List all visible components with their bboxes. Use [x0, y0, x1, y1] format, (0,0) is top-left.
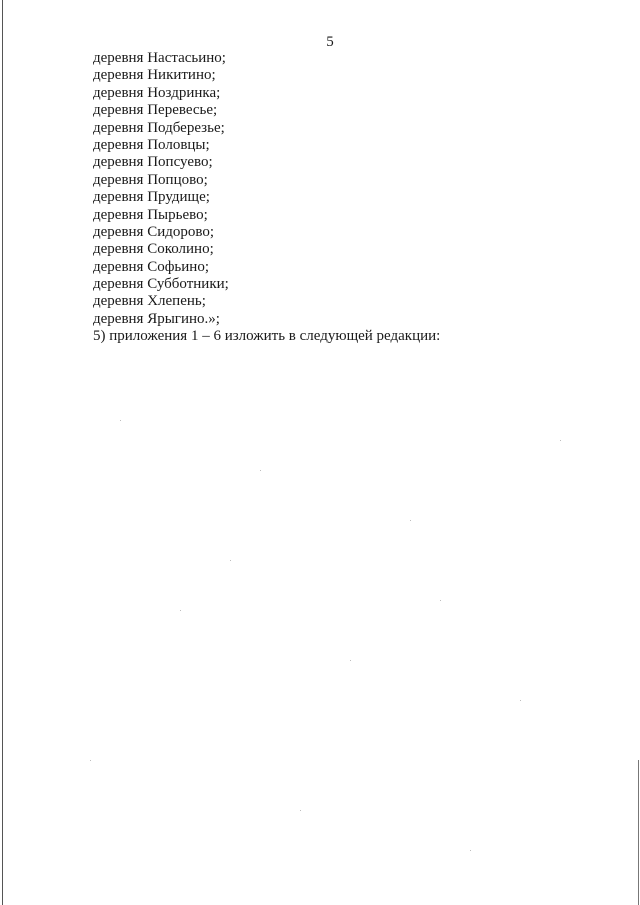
list-item: деревня Ноздринка; [93, 84, 221, 101]
list-item: деревня Прудище; [93, 189, 210, 206]
paragraph-line: 5) приложения 1 – 6 изложить в следующей редакции: [93, 328, 441, 345]
document-body [93, 50, 593, 346]
list-item: деревня Хлепень; [93, 293, 206, 310]
page-number: 5 [326, 34, 334, 50]
list-item: деревня Ярыгино.»; [93, 310, 220, 327]
list-item: деревня Попсуево; [93, 154, 213, 171]
list-item: деревня Сидорово; [93, 223, 215, 240]
list-item: деревня Никитино; [93, 67, 216, 84]
scan-edge-right [638, 760, 639, 905]
list-item: деревня Настасьино; [93, 50, 226, 66]
list-item: деревня Субботники; [93, 276, 229, 293]
scan-edge-left [2, 0, 3, 905]
list-item: деревня Подберезье; [93, 119, 225, 136]
list-item: деревня Перевесье; [93, 102, 218, 119]
list-item: деревня Половцы; [93, 136, 210, 153]
list-item: деревня Соколино; [93, 241, 214, 258]
list-item: деревня Софьино; [93, 258, 209, 275]
list-item: деревня Попцово; [93, 171, 208, 188]
list-item: деревня Пырьево; [93, 206, 208, 223]
